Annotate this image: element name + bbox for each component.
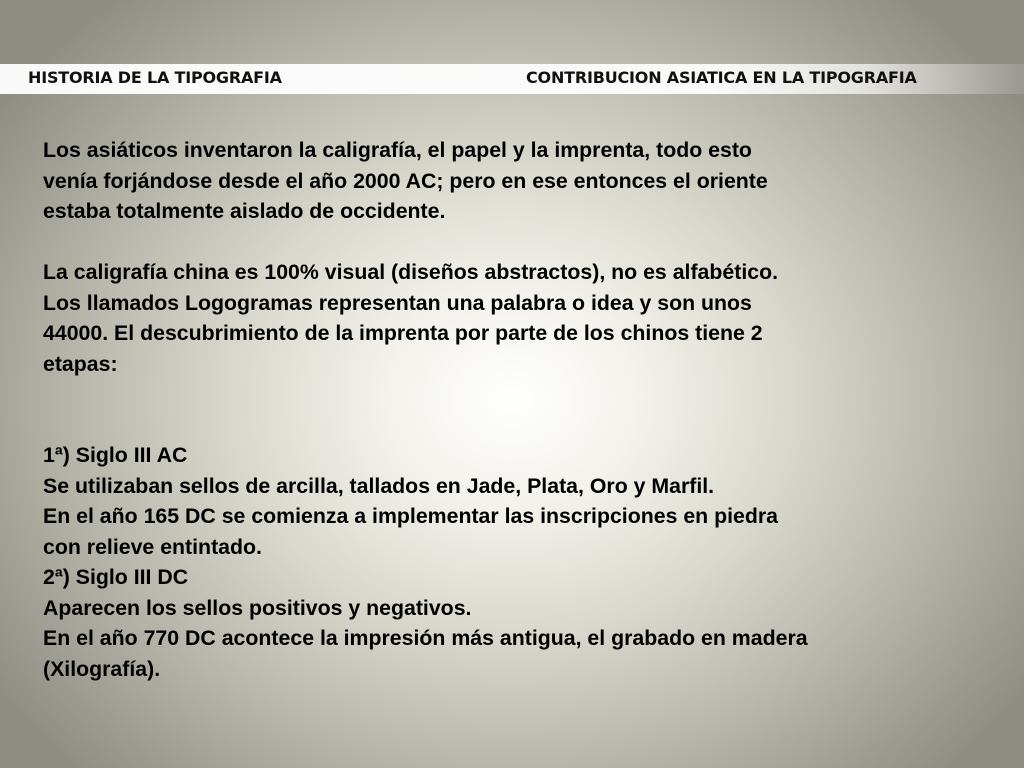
paragraph-intro: Los asiáticos inventaron la caligrafía, el papel y la imprenta, todo esto venía forjándose desde el año 2000 AC; pero en ese entonces el oriente estaba totalmente aislado de occidente. [43,138,768,223]
spacer [43,379,1003,440]
slide-body [43,135,1003,684]
stage1-line: Se utilizaban sellos de arcilla, tallados en Jade, Plata, Oro y Marfil. [43,473,715,498]
stage2-line: Aparecen los sellos positivos y negativos. [43,595,472,620]
stage1-line: En el año 165 DC se comienza a implementar las inscripciones en piedra con relieve entintado. [43,504,779,559]
stage1-heading: 1ª) Siglo III AC [43,443,188,467]
paragraph-chinese-calligraphy: La caligrafía china es 100% visual (diseños abstractos), no es alfabético. Los llamados Logogramas representan una palabra o idea y son unos 44000. El descubrimiento de la imprenta por parte de los chinos tiene 2 etapas: [43,260,779,376]
section-title: HISTORIA DE LA TIPOGRAFIA [28,68,282,87]
stage2-heading: 2ª) Siglo III DC [43,565,189,589]
slide-title: CONTRIBUCION ASIATICA EN LA TIPOGRAFIA [526,68,917,87]
stage2-line: En el año 770 DC acontece la impresión más antigua, el grabado en madera (Xilografía). [43,626,808,681]
spacer [43,227,1003,258]
